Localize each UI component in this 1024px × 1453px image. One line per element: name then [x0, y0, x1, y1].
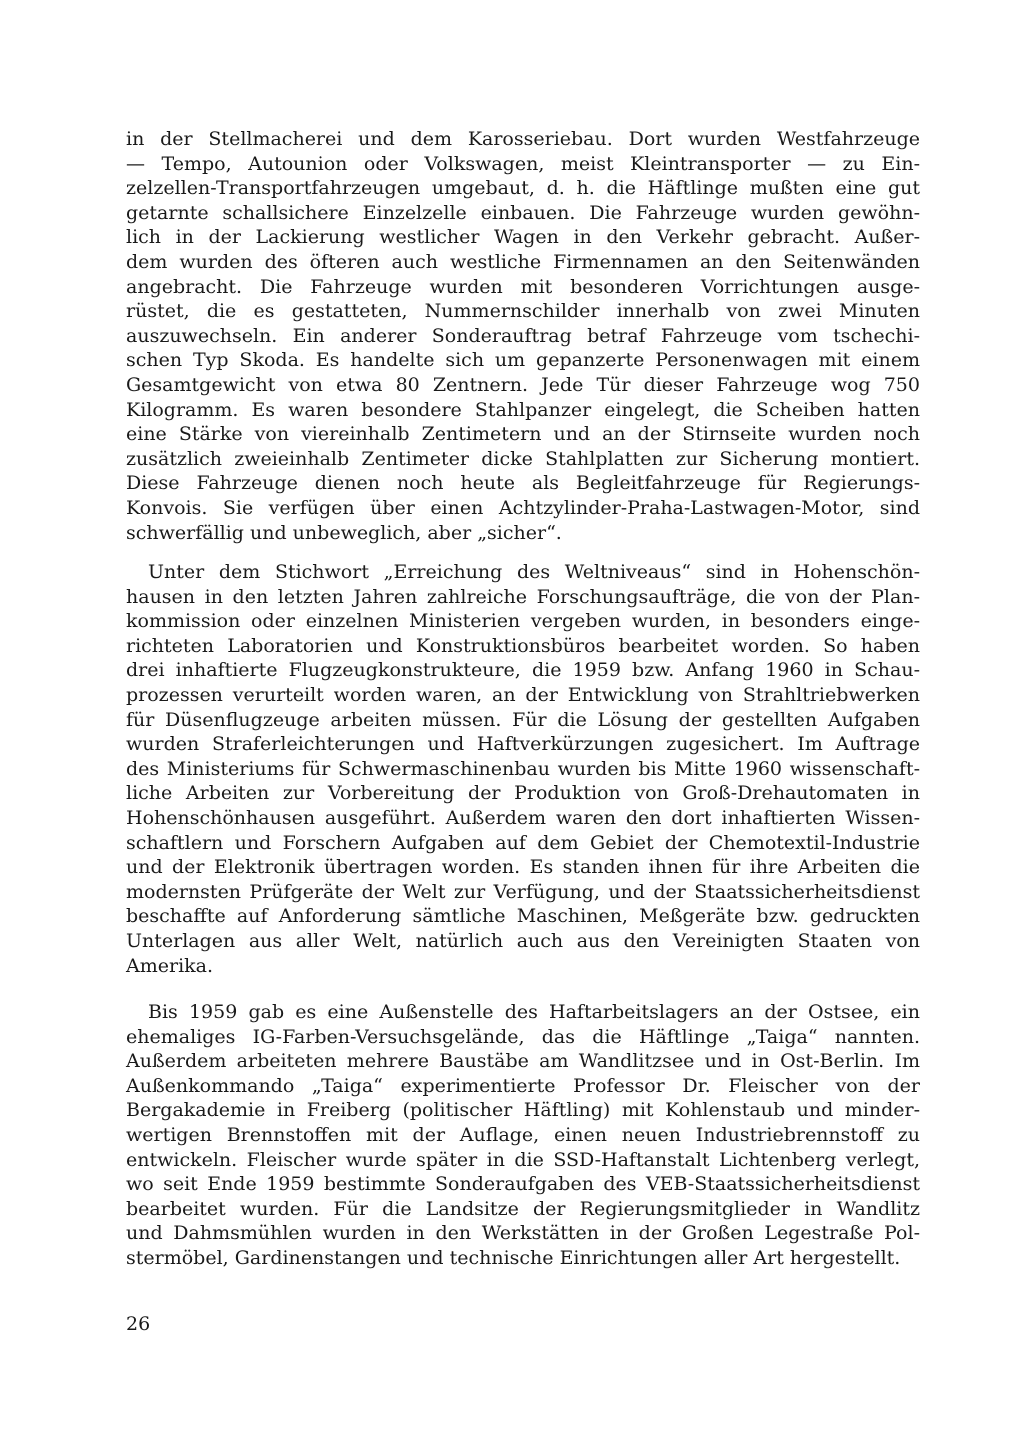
text-line: Diese Fahrzeuge dienen noch heute als Begleitfahrzeuge für Regierungs- [126, 472, 920, 495]
text-line: Außerdem arbeiteten mehrere Baustäbe am Wandlitzsee und in Ost-Berlin. Im [126, 1050, 920, 1073]
text-line: und Dahmsmühlen wurden in den Werkstätten in der Großen Legestraße Pol- [126, 1222, 920, 1245]
text-line: — Tempo, Autounion oder Volkswagen, meist Kleintransporter — zu Ein- [126, 152, 920, 175]
text-line: wurden Straferleichterungen und Haftverkürzungen zugesichert. Im Auftrage [126, 733, 920, 756]
text-line: Unter dem Stichwort „Erreichung des Weltniveaus“ sind in Hohenschön- [148, 561, 920, 583]
text-line: Gesamtgewicht von etwa 80 Zentnern. Jede Tür dieser Fahrzeuge wog 750 [126, 373, 920, 396]
text-line: Unterlagen aus aller Welt, natürlich auch aus den Vereinigten Staaten von [126, 929, 920, 952]
text-line: auszuwechseln. Ein anderer Sonderauftrag betraf Fahrzeuge vom tschechi- [126, 324, 920, 347]
text-line: Amerika. [126, 954, 214, 977]
text-line: modernsten Prüfgeräte der Welt zur Verfügung, und der Staatssicherheitsdienst [126, 880, 920, 903]
text-line: schaftlern und Forschern Aufgaben auf dem Gebiet der Chemotextil-Industrie [126, 831, 920, 854]
text-line: für Düsenflugzeuge arbeiten müssen. Für die Lösung der gestellten Aufgaben [126, 708, 920, 731]
paragraph-vehicles [126, 127, 920, 545]
text-line: Bis 1959 gab es eine Außenstelle des Haftarbeitslagers an der Ostsee, ein [148, 1001, 920, 1023]
paragraph-outposts [126, 1000, 920, 1271]
text-line: Konvois. Sie verfügen über einen Achtzylinder-Praha-Lastwagen-Motor, sind [126, 496, 920, 519]
text-line: des Ministeriums für Schwermaschinenbau wurden bis Mitte 1960 wissenschaft- [126, 757, 920, 780]
text-line: Außenkommando „Taiga“ experimentierte Professor Dr. Fleischer von der [126, 1074, 920, 1097]
text-line: Kilogramm. Es waren besondere Stahlpanzer eingelegt, die Scheiben hatten [126, 398, 920, 421]
text-line: lich in der Lackierung westlicher Wagen in den Verkehr gebracht. Außer- [126, 226, 920, 249]
text-line: richteten Laboratorien und Konstruktionsbüros bearbeitet worden. So haben [126, 634, 920, 657]
text-line: und der Elektronik übertragen worden. Es standen ihnen für ihre Arbeiten die [126, 856, 920, 879]
page-number: 26 [126, 1313, 151, 1335]
text-line: Hohenschönhausen ausgeführt. Außerdem waren den dort inhaftierten Wissen- [126, 806, 920, 829]
text-line: entwickeln. Fleischer wurde später in die SSD-Haftanstalt Lichtenberg verlegt, [126, 1148, 920, 1171]
text-line: stermöbel, Gardinenstangen und technische Einrichtungen aller Art hergestellt. [126, 1246, 901, 1269]
text-line: rüstet, die es gestatteten, Nummernschilder innerhalb von zwei Minuten [126, 300, 920, 323]
text-line: zusätzlich zweieinhalb Zentimeter dicke Stahlplatten zur Sicherung montiert. [126, 447, 920, 470]
text-line: wertigen Brennstoffen mit der Auflage, einen neuen Industriebrennstoff zu [126, 1123, 920, 1146]
text-line: in der Stellmacherei und dem Karosseriebau. Dort wurden Westfahrzeuge [126, 128, 920, 150]
paragraph-research [126, 560, 920, 978]
text-line: angebracht. Die Fahrzeuge wurden mit besonderen Vorrichtungen ausge- [126, 275, 920, 298]
text-line: hausen in den letzten Jahren zahlreiche Forschungsaufträge, die von der Plan- [126, 585, 920, 608]
text-line: bearbeitet wurden. Für die Landsitze der Regierungsmitglieder in Wandlitz [126, 1197, 920, 1220]
text-line: schen Typ Skoda. Es handelte sich um gepanzerte Personenwagen mit einem [126, 349, 920, 372]
text-line: zelzellen-Transportfahrzeugen umgebaut, d. h. die Häftlinge mußten eine gut [126, 177, 920, 200]
text-line: liche Arbeiten zur Vorbereitung der Produktion von Groß-Drehautomaten in [126, 782, 920, 805]
text-line: beschaffte auf Anforderung sämtliche Maschinen, Meßgeräte bzw. gedruckten [126, 905, 920, 928]
text-line: eine Stärke von viereinhalb Zentimetern und an der Stirnseite wurden noch [126, 423, 920, 446]
text-line: getarnte schallsichere Einzelzelle einbauen. Die Fahrzeuge wurden gewöhn- [126, 201, 920, 224]
text-line: ehemaliges IG-Farben-Versuchsgelände, das die Häftlinge „Taiga“ nannten. [126, 1025, 920, 1048]
text-line: kommission oder einzelnen Ministerien vergeben wurden, in besonders einge- [126, 610, 920, 633]
text-line: drei inhaftierte Flugzeugkonstrukteure, die 1959 bzw. Anfang 1960 in Schau- [126, 659, 920, 682]
text-line: wo seit Ende 1959 bestimmte Sonderaufgaben des VEB-Staatssicherheitsdienst [126, 1173, 920, 1196]
text-line: dem wurden des öfteren auch westliche Firmennamen an den Seitenwänden [126, 250, 920, 273]
text-line: prozessen verurteilt worden waren, an der Entwicklung von Strahltriebwerken [126, 683, 920, 706]
text-line: schwerfällig und unbeweglich, aber „sicher“. [126, 521, 562, 544]
text-line: Bergakademie in Freiberg (politischer Häftling) mit Kohlenstaub und minder- [126, 1099, 920, 1122]
